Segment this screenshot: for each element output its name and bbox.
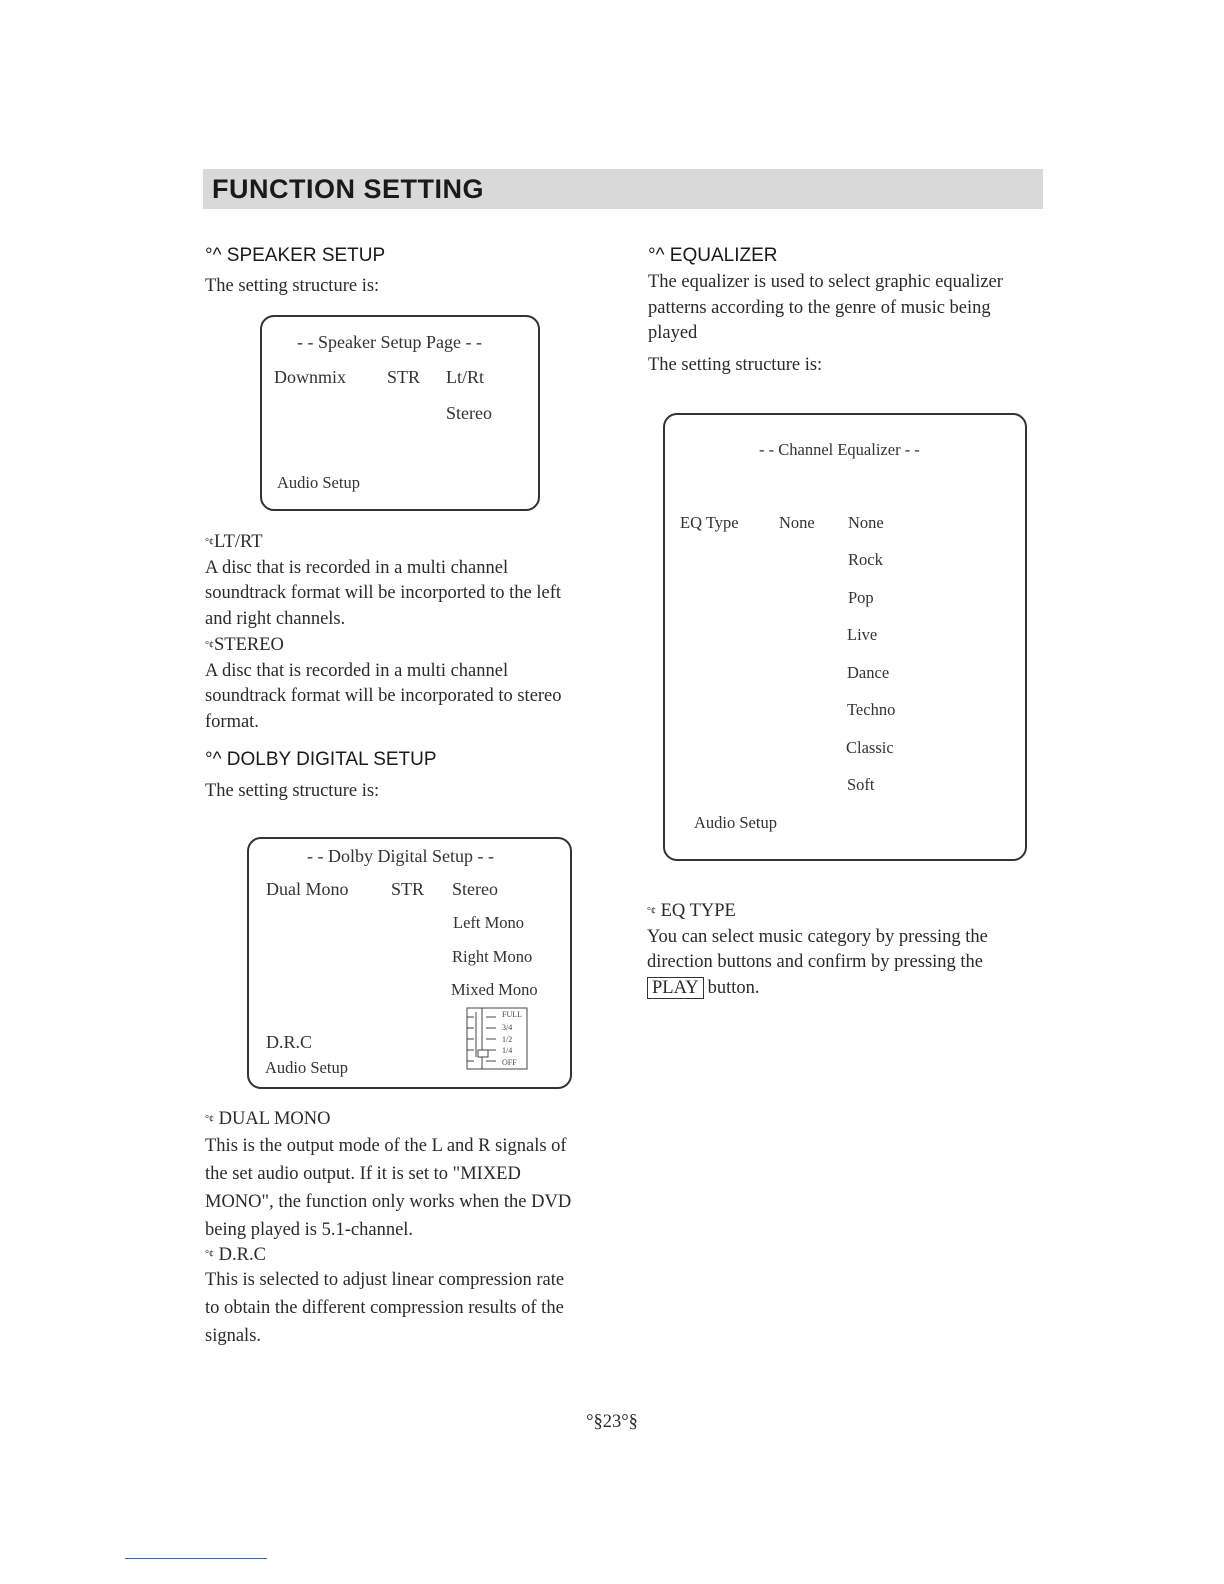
eq-option-techno: Techno (847, 700, 896, 719)
bullet-mark: °¢ (205, 537, 214, 548)
dual-mono-line: This is the output mode of the L and R signals of (205, 1136, 567, 1156)
dual-mono-section (205, 1107, 605, 1350)
eq-option-soft: Soft (847, 775, 875, 794)
downmix-label: Downmix (274, 367, 346, 387)
dolby-menu-footer: Audio Setup (265, 1058, 348, 1077)
equalizer-description (648, 270, 1048, 347)
drc-level-label: 1/4 (502, 1046, 513, 1055)
dual-mono-value: STR (391, 879, 425, 899)
equalizer-line: played (648, 323, 698, 344)
eq-type-line: You can select music category by pressing the (647, 926, 988, 947)
drc-title: D.R.C (218, 1245, 266, 1265)
dolby-intro: The setting structure is: (205, 781, 380, 801)
eq-type-button-word: button. (707, 978, 760, 999)
ltrt-line: and right channels. (205, 609, 346, 630)
eq-type-label: EQ Type (680, 513, 739, 532)
eq-option-dance: Dance (847, 663, 890, 682)
dual-mono-option-right: Right Mono (452, 947, 533, 966)
drc-line: to obtain the different compression results of the (205, 1298, 564, 1318)
ltrt-title: LT/RT (214, 532, 263, 552)
dolby-setup-heading: °^ DOLBY DIGITAL SETUP (205, 749, 437, 770)
ltrt-line: soundtrack format will be incorported to the left (205, 583, 562, 604)
channel-equalizer-menu (663, 413, 1027, 861)
page-number: °§23°§ (586, 1412, 638, 1432)
stereo-title: STEREO (214, 634, 284, 655)
downmix-value: STR (387, 367, 421, 387)
drc-level-label: 3/4 (502, 1023, 513, 1032)
downmix-option-ltrt: Lt/Rt (446, 367, 485, 387)
equalizer-menu-title: - - Channel Equalizer - - (759, 440, 920, 459)
dual-mono-option-mixed: Mixed Mono (451, 980, 538, 999)
eq-type-value: None (779, 513, 815, 532)
dual-mono-label: Dual Mono (266, 879, 349, 899)
drc-level-label: 1/2 (502, 1035, 513, 1044)
dual-mono-option-left: Left Mono (453, 913, 525, 932)
equalizer-menu-footer: Audio Setup (694, 813, 777, 832)
equalizer-intro: The setting structure is: (648, 355, 823, 375)
drc-slider (466, 1007, 528, 1070)
eq-option-none: None (848, 513, 884, 532)
eq-type-title: EQ TYPE (660, 901, 736, 921)
equalizer-line: patterns according to the genre of music being (648, 297, 991, 318)
eq-type-line: direction buttons and confirm by pressing the (647, 952, 984, 973)
speaker-menu-footer: Audio Setup (277, 473, 360, 492)
drc-slider-knob (478, 1050, 488, 1057)
drc-line: This is selected to adjust linear compression rate (205, 1270, 565, 1290)
ltrt-section (205, 530, 605, 736)
stereo-line: A disc that is recorded in a multi channel (205, 660, 509, 681)
downmix-option-stereo: Stereo (446, 403, 492, 423)
stereo-line: soundtrack format will be incorporated to stereo (205, 686, 562, 707)
dolby-menu-title: - - Dolby Digital Setup - - (307, 846, 494, 866)
eq-type-section (647, 899, 1047, 1002)
speaker-intro: The setting structure is: (205, 276, 380, 296)
bullet-mark: °¢ (205, 639, 214, 651)
bullet-mark: °¢ (205, 1249, 214, 1260)
eq-option-live: Live (847, 625, 878, 644)
play-key-label: PLAY (647, 977, 704, 999)
dual-mono-line: the set audio output. If it is set to "MIXED (205, 1164, 521, 1184)
dual-mono-option-stereo: Stereo (452, 879, 498, 899)
equalizer-line: The equalizer is used to select graphic equalizer (648, 272, 1003, 292)
dual-mono-line: MONO", the function only works when the DVD (205, 1192, 572, 1212)
speaker-setup-heading: °^ SPEAKER SETUP (205, 245, 386, 266)
equalizer-heading: °^ EQUALIZER (648, 245, 778, 266)
speaker-menu-title: - - Speaker Setup Page - - (297, 332, 482, 352)
bullet-mark: °¢ (205, 1114, 214, 1125)
eq-option-rock: Rock (848, 550, 883, 569)
eq-option-pop: Pop (848, 588, 874, 607)
drc-level-label: OFF (502, 1058, 517, 1067)
footer-divider (125, 1558, 267, 1559)
bullet-mark: °¢ (647, 906, 656, 917)
stereo-line: format. (205, 711, 259, 732)
ltrt-line: A disc that is recorded in a multi channel (205, 557, 509, 578)
drc-level-label: FULL (502, 1010, 522, 1019)
page-title: FUNCTION SETTING (212, 174, 484, 204)
drc-line: signals. (205, 1326, 262, 1346)
dual-mono-title: DUAL MONO (218, 1109, 331, 1129)
dual-mono-line: being played is 5.1-channel. (205, 1220, 414, 1240)
drc-label: D.R.C (266, 1032, 313, 1052)
eq-option-classic: Classic (846, 738, 894, 757)
